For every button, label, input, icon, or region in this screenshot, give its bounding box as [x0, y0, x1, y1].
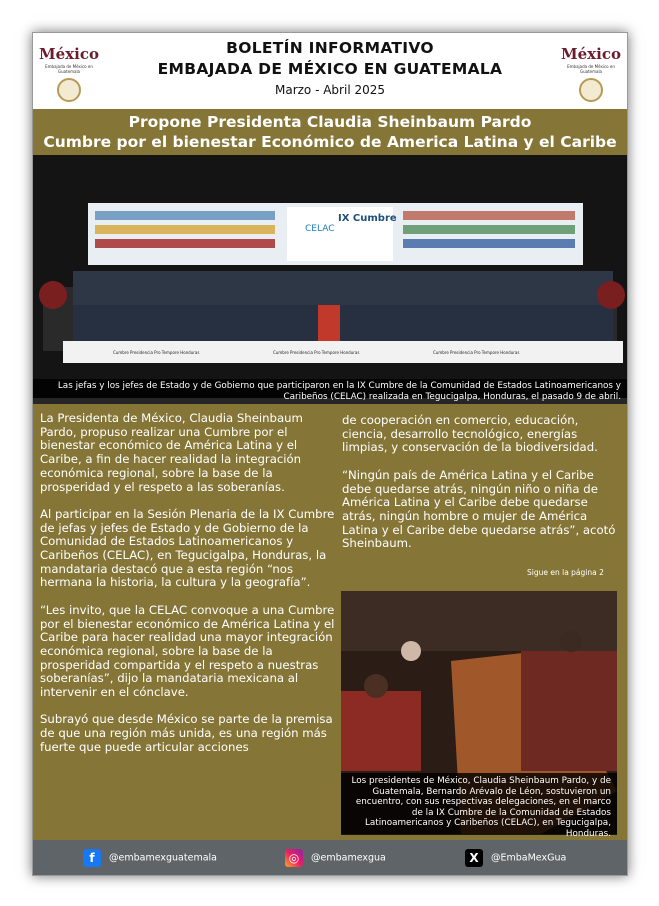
paragraph: Subrayó que desde México se parte de la premisa de que una región más unida, es una región más fuerte que puede articular acciones	[40, 712, 333, 754]
photo1-caption-text: Las jefas y los jefes de Estado y de Gobierno que participaron en la IX Cumbre de la Comunidad de Estados Latinoamericanos y Caribeños (CELAC) realizada en Tegucigalpa, Honduras, el pasado 9 de abril.	[57, 381, 621, 402]
mexico-logo-right	[561, 45, 621, 102]
bulletin-page	[32, 32, 628, 876]
paragraph: Al participar en la Sesión Plenaria de la IX Cumbre de jefas y jefes de Estado y de Gobierno de la Comunidad de Estados Latinoamericanos y Caribeños (CELAC), en Tegucigalpa, Honduras, la mandataria destacó que a esta región “nos hermana la historia, la cultura y la geografía”.	[40, 506, 335, 590]
summit-photo-illustration	[33, 155, 627, 398]
instagram-link[interactable]	[285, 849, 386, 867]
article-column-2	[342, 414, 622, 565]
headline-line-1: Propone Presidenta Claudia Sheinbaum Pardo	[128, 113, 532, 131]
podium-text: Cumbre Presidencia Pro Tempore Honduras	[113, 350, 200, 355]
photo1-caption	[33, 379, 627, 404]
embassy-title: EMBAJADA DE MÉXICO EN GUATEMALA	[157, 60, 503, 78]
logo-sub: Embajada de México en Guatemala	[567, 64, 615, 74]
photo2-caption	[341, 773, 617, 839]
paragraph: La Presidenta de México, Claudia Sheinbaum Pardo, propuso realizar una Cumbre por el bienestar económico de América Latina y el Caribe, a fin de hacer realidad la integración económica regional, sobre la base de la prosperidad y el respeto a las soberanías.	[40, 411, 303, 494]
article-column-1	[40, 412, 335, 768]
seal-icon	[579, 78, 603, 102]
logo-word: México	[39, 45, 99, 63]
banner-logo: CELAC	[305, 224, 335, 234]
headline-band	[33, 109, 627, 155]
headline-line-2: Cumbre por el bienestar Económico de America Latina y el Caribe	[43, 133, 617, 151]
photo2-caption-text: Los presidentes de México, Claudia Sheinbaum Pardo, y de Guatemala, Bernardo Arévalo de Léon, sostuvieron un encuentro, con sus respectivas delegaciones, en el marco de la IX Cumbre de la Comunidad de Estados Latinoamericanos y Caribeños (CELAC), en Tegucigalpa, Honduras.	[351, 776, 611, 839]
logo-sub: Embajada de México en Guatemala	[45, 64, 93, 74]
x-icon: X	[465, 849, 483, 867]
podium-text: Cumbre Presidencia Pro Tempore Honduras	[433, 350, 520, 355]
facebook-handle: @embamexguatemala	[109, 852, 217, 864]
leaders-group	[73, 271, 613, 345]
podium-text: Cumbre Presidencia Pro Tempore Honduras	[273, 350, 360, 355]
bulletin-title: BOLETÍN INFORMATIVO	[226, 39, 434, 57]
instagram-icon: ◎	[285, 849, 303, 867]
paragraph: “Les invito, que la CELAC convoque a una Cumbre por el bienestar económico de América Latina y el Caribe para hacer realidad una mayor integración económica regional, sobre la base de la prosperidad compartida y el respeto a nuestras soberanías”, dijo la mandataria mexicana al intervenir en el cónclave.	[40, 602, 335, 700]
continued-note: Sigue en la página 2	[527, 568, 604, 577]
summit-group-photo	[33, 155, 627, 398]
facebook-icon: f	[83, 849, 101, 867]
logo-word: México	[561, 45, 621, 63]
x-handle: @EmbaMexGua	[491, 852, 567, 864]
facebook-link[interactable]	[83, 849, 217, 867]
paragraph: de cooperación en comercio, educación, ciencia, desarrollo tecnológico, energías limpias, y conservación de la biodiversidad.	[342, 413, 598, 455]
paragraph: “Ningún país de América Latina y el Caribe debe quedarse atrás, ningún niño o niña de América Latina y el Caribe debe quedarse atrás, ningún hombre o mujer de América Latina y el Caribe debe quedarse atrás”, acotó Sheinbaum.	[342, 467, 616, 551]
x-link[interactable]	[465, 849, 566, 867]
instagram-handle: @embamexgua	[311, 852, 386, 864]
social-footer	[33, 840, 627, 875]
issue-date: Marzo - Abril 2025	[274, 83, 386, 97]
header	[33, 33, 627, 109]
article-body	[33, 404, 627, 840]
banner-title: IX Cumbre	[338, 213, 397, 224]
